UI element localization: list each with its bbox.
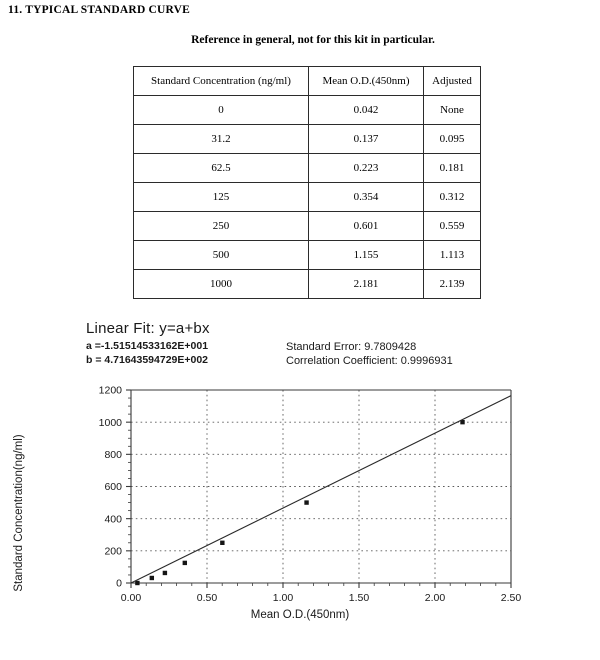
data-point — [150, 576, 154, 580]
linear-fit-title: Linear Fit: y=a+bx — [86, 320, 210, 337]
fit-coefficient-a: a =-1.51514533162E+001 — [86, 340, 209, 352]
table-row — [134, 125, 481, 154]
cell-mean-od: 0.223 — [309, 154, 424, 183]
cell-adjusted: 0.559 — [424, 212, 481, 241]
y-tick-label: 1200 — [98, 384, 122, 397]
x-tick-label: 1.00 — [272, 592, 294, 604]
table-row — [134, 96, 481, 125]
chart-gridlines — [131, 390, 511, 583]
cell-adjusted: 0.312 — [424, 183, 481, 212]
table-header-row — [134, 67, 481, 96]
correlation-coefficient: Correlation Coefficient: 0.9996931 — [286, 355, 453, 367]
x-axis-title: Mean O.D.(450nm) — [250, 609, 350, 621]
x-tick-label: 0.50 — [196, 592, 218, 604]
table-row — [134, 183, 481, 212]
fit-coefficient-b: b = 4.71643594729E+002 — [86, 353, 209, 366]
data-point — [220, 541, 224, 545]
cell-concentration: 250 — [134, 212, 309, 241]
cell-mean-od: 2.181 — [309, 270, 424, 299]
table-row — [134, 270, 481, 299]
x-tick-label: 0.00 — [120, 592, 142, 604]
cell-concentration: 0 — [134, 96, 309, 125]
cell-mean-od: 0.601 — [309, 212, 424, 241]
data-point — [135, 581, 139, 585]
subtitle-note: Reference in general, not for this kit in particular. — [191, 34, 435, 46]
cell-mean-od: 1.155 — [309, 241, 424, 270]
table-row — [134, 241, 481, 270]
cell-concentration: 125 — [134, 183, 309, 212]
standard-curve-chart — [0, 378, 600, 648]
cell-adjusted: 1.113 — [424, 241, 481, 270]
cell-adjusted: 0.181 — [424, 154, 481, 183]
table-row — [134, 154, 481, 183]
data-point — [183, 561, 187, 565]
column-header-mean-od: Mean O.D.(450nm) — [309, 67, 424, 96]
y-tick-label: 800 — [104, 448, 122, 461]
y-tick-label: 400 — [104, 513, 122, 526]
column-header-adjusted: Adjusted — [424, 67, 481, 96]
x-tick-label: 2.50 — [500, 592, 522, 604]
y-axis-title: Standard Concentration(ng/ml) — [13, 434, 25, 592]
data-point — [304, 500, 308, 504]
regression-line — [131, 396, 511, 583]
y-tick-label: 1000 — [98, 416, 122, 429]
column-header-concentration: Standard Concentration (ng/ml) — [134, 67, 309, 96]
y-tick-label: 200 — [104, 545, 122, 558]
linear-fit-summary — [86, 320, 453, 368]
fit-statistics — [286, 340, 453, 368]
cell-adjusted: 0.095 — [424, 125, 481, 154]
cell-mean-od: 0.137 — [309, 125, 424, 154]
page-title: 11. TYPICAL STANDARD CURVE — [8, 4, 191, 16]
cell-concentration: 31.2 — [134, 125, 309, 154]
standard-curve-table — [133, 66, 481, 299]
cell-concentration: 1000 — [134, 270, 309, 299]
standard-error: Standard Error: 9.7809428 — [286, 341, 417, 353]
data-point — [163, 571, 167, 575]
y-tick-label: 0 — [116, 577, 122, 590]
cell-adjusted: 2.139 — [424, 270, 481, 299]
cell-mean-od: 0.354 — [309, 183, 424, 212]
cell-concentration: 500 — [134, 241, 309, 270]
x-tick-label: 1.50 — [348, 592, 370, 604]
cell-concentration: 62.5 — [134, 154, 309, 183]
x-tick-label: 2.00 — [424, 592, 446, 604]
fit-coefficients — [86, 340, 286, 368]
chart-svg — [0, 378, 600, 648]
cell-adjusted: None — [424, 96, 481, 125]
chart-series — [131, 396, 511, 586]
y-tick-label: 600 — [104, 481, 122, 494]
chart-ticks — [126, 390, 511, 588]
cell-mean-od: 0.042 — [309, 96, 424, 125]
table-row — [134, 212, 481, 241]
